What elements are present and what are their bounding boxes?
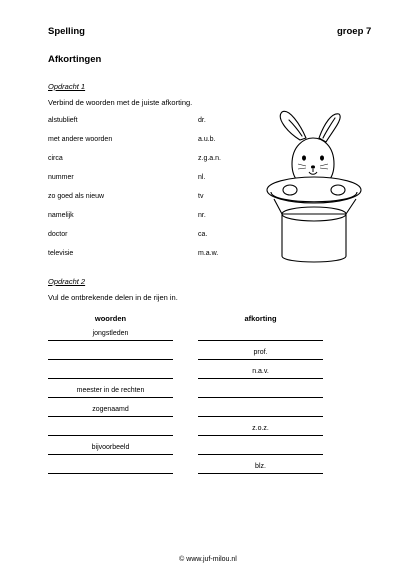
- abbreviation-answer-line[interactable]: [198, 328, 323, 341]
- abbreviation-text: tv: [198, 193, 204, 200]
- word-answer-line[interactable]: [48, 366, 173, 379]
- task2-label: Opdracht 2: [48, 277, 86, 286]
- abbreviation-text: ca.: [198, 231, 208, 238]
- word-answer-line[interactable]: zogenaamd: [48, 404, 173, 417]
- abbreviation-text: nl.: [198, 174, 206, 181]
- task1-label: Opdracht 1: [48, 82, 86, 91]
- match-pair: [48, 117, 258, 128]
- abbreviation-answer-line[interactable]: [198, 442, 323, 455]
- match-pair: [48, 212, 258, 223]
- match-pair: [48, 174, 258, 185]
- abbreviation-answer-line[interactable]: [198, 404, 323, 417]
- column-header-words: woorden: [94, 314, 127, 323]
- grade-header: groep 7: [337, 26, 372, 37]
- abbreviation-text: m.a.w.: [198, 250, 219, 257]
- match-pair: [48, 231, 258, 242]
- footer: © www.juf-milou.nl: [179, 556, 237, 563]
- match-pair: [48, 250, 258, 261]
- abbreviation-text: z.g.a.n.: [198, 155, 221, 162]
- word-text: met andere woorden: [48, 136, 113, 143]
- abbreviation-answer-line[interactable]: n.a.v.: [198, 366, 323, 379]
- match-pair: [48, 155, 258, 166]
- task1-instruction: Verbind de woorden met de juiste afkorting.: [48, 98, 193, 107]
- column-header-abbreviation: afkorting: [244, 314, 277, 323]
- word-text: doctor: [48, 231, 68, 238]
- abbreviation-answer-line[interactable]: blz.: [198, 461, 323, 474]
- word-text: televisie: [48, 250, 74, 257]
- subject-header: Spelling: [48, 26, 85, 37]
- word-answer-line[interactable]: [48, 461, 173, 474]
- abbreviation-answer-line[interactable]: prof.: [198, 347, 323, 360]
- word-text: namelijk: [48, 212, 74, 219]
- word-answer-line[interactable]: [48, 347, 173, 360]
- word-answer-line[interactable]: bijvoorbeeld: [48, 442, 173, 455]
- word-text: nummer: [48, 174, 74, 181]
- abbreviation-answer-line[interactable]: z.o.z.: [198, 423, 323, 436]
- word-answer-line[interactable]: [48, 423, 173, 436]
- abbreviation-text: dr.: [198, 117, 206, 124]
- rabbit-in-hat-icon: [262, 106, 367, 266]
- task2-instruction: Vul de ontbrekende delen in de rijen in.: [48, 293, 178, 302]
- page-title: Afkortingen: [48, 54, 102, 65]
- match-pair: [48, 136, 258, 147]
- match-pair: [48, 193, 258, 204]
- abbreviation-text: nr.: [198, 212, 206, 219]
- abbreviation-answer-line[interactable]: [198, 385, 323, 398]
- word-answer-line[interactable]: jongstleden: [48, 328, 173, 341]
- word-text: alstublieft: [48, 117, 78, 124]
- abbreviation-text: a.u.b.: [198, 136, 216, 143]
- word-text: circa: [48, 155, 63, 162]
- word-text: zo goed als nieuw: [48, 193, 105, 200]
- word-answer-line[interactable]: meester in de rechten: [48, 385, 173, 398]
